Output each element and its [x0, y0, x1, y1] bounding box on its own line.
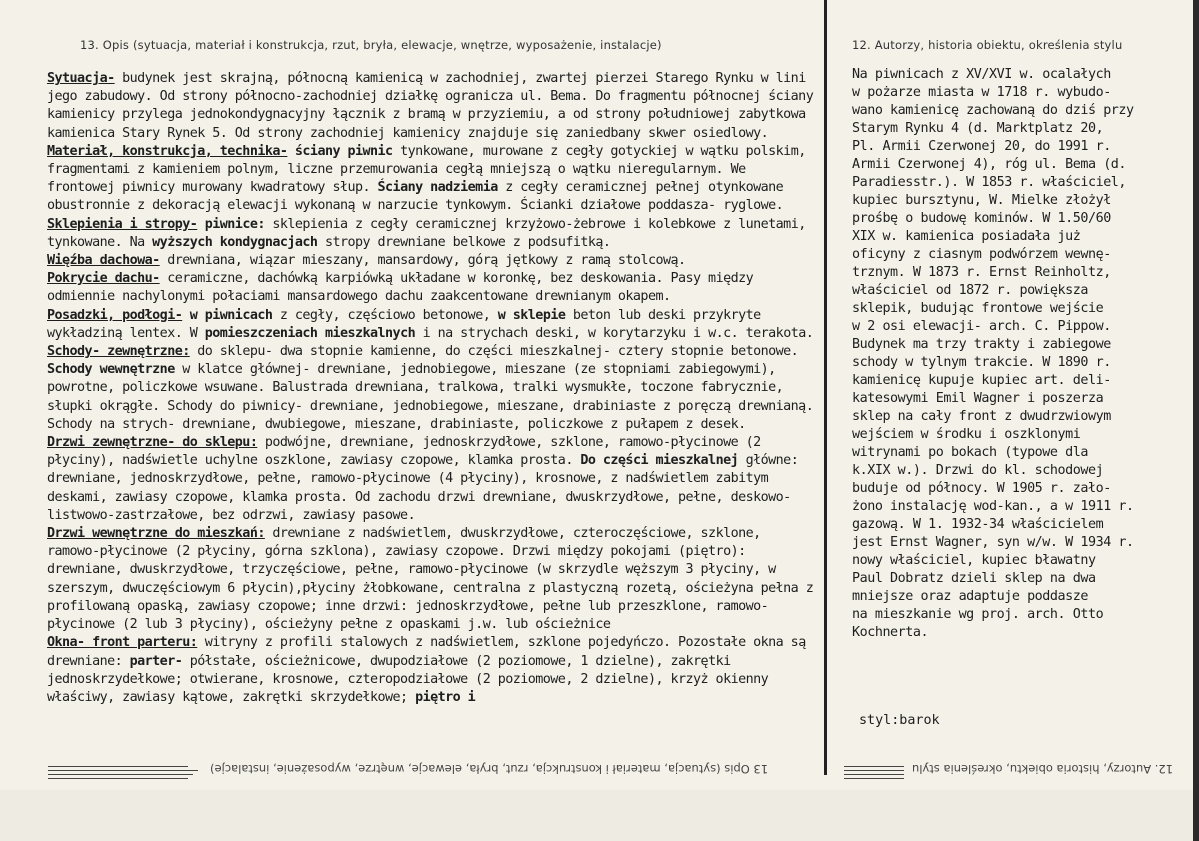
- bold-drzwiz-1: Do części mieszkalnej: [572, 453, 739, 469]
- text-drzwiz-1: podwójne, drewniane, jednoskrzydłowe, szklone, ramowo-płycinowe (2 płyciny), nadświetle uchylne oszklone, zawiasy czopowe, klamka prosta.: [47, 435, 761, 469]
- heading-wiezba: Więźba dachowa-: [47, 253, 160, 269]
- text-drzwiz-2: główne: drewniane, jednoskrzydłowe, pełne, ramowo-płycinowe (4 płyciny), krosnowe, z nadświetlem zabitym deskami, zawiasy czopowe, klamka prosta. Od zachodu drzwi drewniane, dwuskrzydłowe, pełne, deskowo-listwowo-zastrzałowe, bez odrzwi, zawiasy pasowe.: [47, 453, 799, 523]
- text-posadzki-3: i na strychach deski, w korytarzyku i w.c. terakota.: [415, 325, 814, 341]
- bold-material-1: ściany piwnic: [287, 143, 393, 159]
- bold-schody-1: Schody wewnętrzne: [47, 362, 175, 378]
- heading-sytuacja: Sytuacja-: [47, 71, 115, 86]
- text-drzwiw-1: drewniane z nadświetlem, dwuskrzydłowe, czteroczęściowe, szklone, ramowo-płycinowe (2 płyciny, górna szklona), zawiasy czopowe. Drzwi między pokojami (piętro): drewniane, dwuskrzydłowe, trzyczęściowe, pełne, ramowo-płycinowe (w skrzydle węższym 3 płyciny, w szerszym, dwuczęściowym 6 płycin),płyciny żłobkowane, centralna z plastyczną rozetą, ościeżyna pełna z profilowaną opaską, zawiasy czopowe; inne drzwi: jednoskrzydłowe, pełne lub przeszklone, ramowo-płycinowe (2 lub 3 płyciny), ościeżyny pełne z opaskami j.w. lub ościeżnice: [47, 526, 814, 633]
- wave-line: [48, 774, 193, 775]
- text-schody-1: do sklepu- dwa stopnie kamienne, do części mieszkalnej- cztery stopnie betonowe.: [189, 344, 799, 360]
- paragraph-wiezba: [47, 252, 817, 270]
- paragraph-posadzki: [47, 307, 817, 343]
- text-okna-1: witryny z profili stalowych z nadświetlem, szklone pojedyńczo. Pozostałe okna są drewniane:: [47, 635, 806, 669]
- paragraph-material: [47, 143, 817, 216]
- wave-line: [844, 778, 904, 779]
- paragraph-drzwi-wewnetrzne: [47, 525, 817, 634]
- bold-posadzki-1: w piwnicach: [182, 307, 273, 323]
- heading-sklepienia: Sklepienia i stropy-: [47, 216, 198, 232]
- text-material-1: tynkowane, murowane z cegły gotyckiej w wątku polskim, fragmentami z kamieniem polnym, liczne przemurowania cegłą mniejszą o wątku nieregularnym. We frontowej piwnicy murowany kwadratowy słup.: [47, 143, 806, 196]
- section-12-header: 12. Autorzy, historia obiektu, określenia stylu: [852, 38, 1123, 52]
- paragraph-sklepienia: [47, 216, 817, 252]
- bold-sklep-1: piwnice:: [197, 216, 265, 232]
- wave-line: [48, 778, 188, 779]
- column-divider: [824, 0, 827, 775]
- paragraph-pokrycie: [47, 270, 817, 306]
- heading-schody: Schody- zewnętrzne:: [47, 344, 190, 360]
- text-sklep-1: sklepienia z cegły ceramicznej krzyżowo-żebrowe i kolebkowe z lunetami, tynkowane. Na: [47, 216, 806, 250]
- paragraph-schody: [47, 343, 817, 434]
- paragraph-okna: [47, 634, 817, 707]
- mirrored-section-12-header: 12. Autorzy, historia obiektu, określenia stylu: [912, 762, 1174, 776]
- heading-material: Materiał, konstrukcja, technika-: [47, 143, 288, 159]
- bold-posadzki-3: pomieszczeniach mieszkalnych: [197, 325, 416, 341]
- wave-line: [844, 774, 904, 775]
- heading-pokrycie: Pokrycie dachu-: [47, 271, 160, 287]
- heading-okna: Okna- front parteru:: [47, 635, 198, 651]
- text-sytuacja: budynek jest skrajną, północną kamienicą w zachodniej, zwartej pierzei Starego Rynku w lini jego zabudowy. Od strony północno-zachodniej działkę ogranicza ul. Bema. Do fragmentu północnej ściany kamienicy przylega jednokondygnacyjny łącznik z bramą w przyziemiu, a od strony południowej zabytkowa kamienica Stary Rynek 5. Od strony zachodniej kamienicy znajduje się zaniedbany skwer osiedlowy.: [47, 71, 814, 141]
- edge-border: [1193, 0, 1199, 841]
- text-schody-2: w klatce głównej- drewniane, jednobiegowe, mieszane (ze stopniami zabiegowymi), powrotne, policzkowe wsuwane. Balustrada drewniana, tralkowa, tralki wysmukłe, toczone fabrycznie, słupki okrągłe. Schody do piwnicy- drewniane, jednobiegowe, mieszane, drabiniaste z poręczą drewnianą. Schody na strych- drewniane, dwubiegowe, mieszane, drabiniaste, policzkowe z pułapem z desek.: [47, 362, 814, 432]
- bold-okna-1: parter-: [122, 653, 183, 669]
- heading-posadzki: Posadzki, podłogi-: [47, 307, 183, 323]
- text-material-2: z cegły ceramicznej pełnej otynkowane obustronnie z dekoracją elewacji wykonaną w narzucie tynkowym. Ścianki działowe poddasza- ryglowe.: [47, 180, 784, 214]
- lower-margin: [0, 790, 1193, 841]
- text-wiezba: drewniana, wiązar mieszany, mansardowy, górą jętkowy z ramą stolcową.: [159, 253, 686, 269]
- section-13-header: 13. Opis (sytuacja, materiał i konstrukcja, rzut, bryła, elewacje, wnętrze, wyposażenie, instalacje): [80, 38, 662, 52]
- history-text: Na piwnicach z XV/XVI w. ocalałych w pożarze miasta w 1718 r. wybudo- wano kamienicę zachowaną do dziś przy Starym Rynku 4 (d. Marktplatz 20, Pl. Armii Czerwonej 20, do 1991 r. Armii Czerwonej 4), róg ul. Bema (d. Paradiesstr.). W 1853 r. właściciel, kupiec bursztynu, W. Mielke złożył prośbę o budowę kominów. W 1.50/60 XIX w. kamienica posiadała już oficyny z ciasnym podwórzem wewnę- trznym. W 1873 r. Ernst Reinholtz, właściciel od 1872 r. powiększa sklepik, budując frontowe wejście w 2 osi elewacji- arch. C. Pippow. Budynek ma trzy trakty i zabiegowe schody w tylnym trakcie. W 1890 r. kamienicę kupuje kupiec art. deli- katesowymi Emil Wagner i poszerza sklep na cały front z dwudrzwiowym wejściem w środku i oszklonymi witrynami po bokach (typowe dla k.XIX w.). Drzwi do kl. schodowej buduje od północy. W 1905 r. zało- żono instalację wod-kan., a w 1911 r. gazową. W 1. 1932-34 właścicielem jest Ernst Wagner, syn w/w. W 1934 r. nowy właściciel, kupiec bławatny Paul Dobratz dzieli sklep na dwa mniejsze oraz adaptuje poddasze na mieszkanie wg proj. arch. Otto Kochnerta.: [852, 67, 1134, 640]
- wave-line: [844, 766, 904, 767]
- text-posadzki-2: beton lub deski przykryte wykładziną lentex. W: [47, 307, 761, 341]
- text-okna-2: półstałe, ościeżnicowe, dwupodziałowe (2 poziomowe, 1 dzielne), zakrętki jednoskrzydełkowe; otwierane, krosnowe, czteropodziałowe (2 poziomowe, 2 dzielne), krzyż okienny właściwy, zawiasy kątowe, zakrętki skrzydełkowe;: [47, 653, 769, 705]
- style-label: styl:barok: [859, 713, 940, 728]
- heading-drzwi-zewnetrzne: Drzwi zewnętrzne- do sklepu:: [47, 435, 258, 451]
- text-sklep-2: stropy drewniane belkowe z podsufitką.: [317, 234, 611, 250]
- paragraph-drzwi-zewnetrzne: [47, 434, 817, 525]
- bold-sklep-2: wyższych kondygnacjach: [144, 234, 318, 250]
- wave-line: [48, 766, 188, 767]
- text-pokrycie: ceramiczne, dachówką karpiówką układane w koronkę, bez deskowania. Pasy między odmiennie nachylonymi połaciami mansardowego dachu zaakcentowane drewnianym okapem.: [47, 271, 754, 305]
- text-posadzki-1: z cegły, częściowo betonowe,: [272, 307, 491, 323]
- paragraph-sytuacja: [47, 70, 817, 143]
- wave-line: [844, 770, 904, 771]
- description-text: [47, 70, 817, 707]
- bold-posadzki-2: w sklepie: [490, 307, 566, 323]
- wave-line: [48, 770, 198, 771]
- mirrored-section-13-header: 13 Opis (sytuacja, materiał i konstrukcja, rzut, bryła, elewacje, wnętrze, wyposażenie, instalacje): [210, 762, 769, 776]
- heading-drzwi-wewnetrzne: Drzwi wewnętrzne do mieszkań:: [47, 526, 265, 542]
- bold-okna-2: piętro i: [407, 689, 476, 705]
- bold-material-2: Ściany nadziemia: [370, 180, 498, 196]
